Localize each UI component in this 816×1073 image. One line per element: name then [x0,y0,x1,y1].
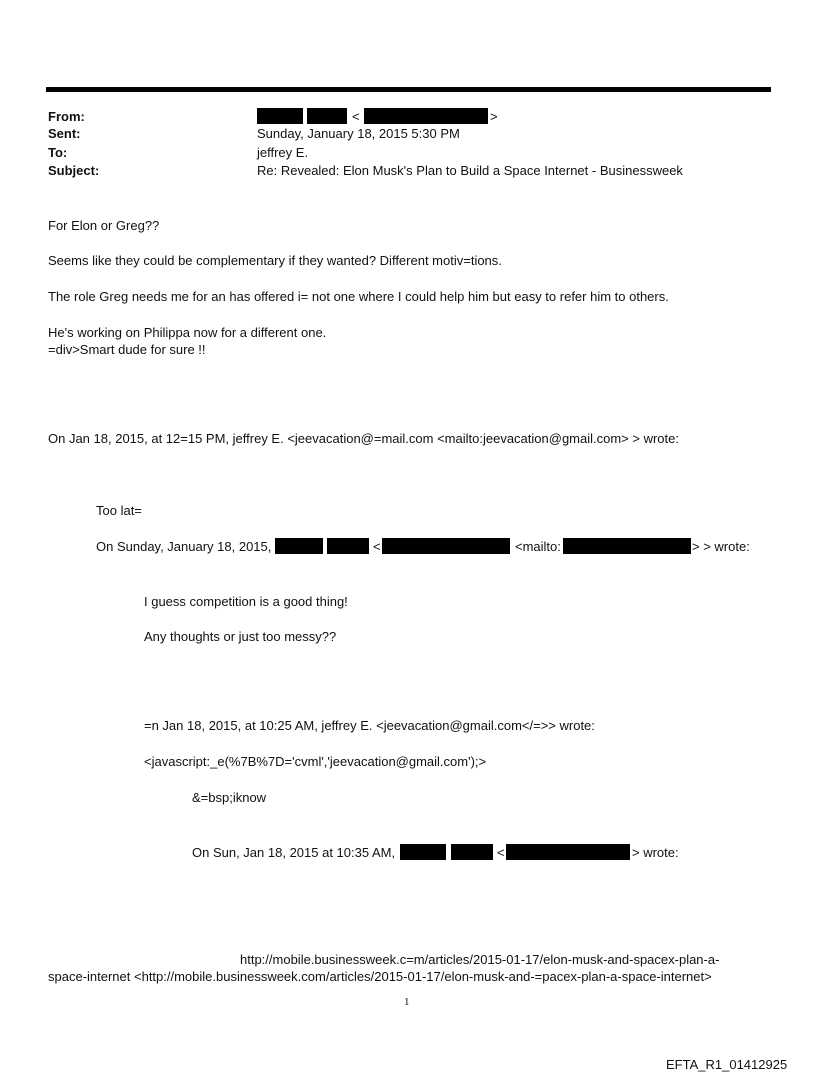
header-divider [46,87,771,92]
from-label: From: [48,109,85,124]
redacted-email [382,538,510,554]
redacted-email [364,108,488,124]
body-line: Seems like they could be complementary if they wanted? Different motiv=tions. [48,253,502,268]
redacted-block [327,538,369,554]
redacted-block [307,108,347,124]
body-line: &=bsp;iknow [192,790,267,805]
body-line: I guess competition is a good thing! [144,594,348,609]
subject-value: Re: Revealed: Elon Musk's Plan to Build a Space Internet - Businessweek [257,163,683,178]
page-number: 1 [404,996,410,1008]
sent-label: Sent: [48,126,81,141]
quote-header: On Jan 18, 2015, at 12=15 PM, jeffrey E. <jeevacation@=mail.com <mailto:jeevacation@gmail.com> > wrote: [48,431,679,446]
quote-lt: < [373,539,381,554]
redacted-email [563,538,691,554]
body-line: The role Greg needs me for an has offered i= not one where I could help him but easy to refer him to others. [48,289,669,304]
quote-header: On Sunday, January 18, 2015, [96,539,272,554]
to-label: To: [48,145,68,160]
article-link[interactable]: http://mobile.businessweek.c=m/articles/2015-01-17/elon-musk-and-spacex-plan-a- [240,952,720,967]
redacted-block [257,108,303,124]
redacted-block [400,844,446,860]
document-id: EFTA_R1_01412925 [666,1057,788,1072]
body-line: Any thoughts or just too messy?? [144,629,337,644]
quote-lt: < [497,845,505,860]
to-value: jeffrey E. [257,145,309,160]
article-link[interactable]: space-internet <http://mobile.businessweek.com/articles/2015-01-17/elon-musk-and-=pacex-plan-a-space-internet> [48,969,712,984]
quote-header: =n Jan 18, 2015, at 10:25 AM, jeffrey E. <jeevacation@gmail.com</=>> wrote: [144,718,595,733]
from-gt: > [490,109,498,124]
redacted-block [451,844,493,860]
quote-suffix: > wrote: [632,845,679,860]
body-line: He's working on Philippa now for a different one. [48,325,327,340]
sent-value: Sunday, January 18, 2015 5:30 PM [257,126,460,141]
mailto-text: <mailto: [515,539,561,554]
body-line: Too lat= [96,503,142,518]
body-line: <javascript:_e(%7B%7D='cvml','jeevacation@gmail.com');> [144,754,487,769]
redacted-email [506,844,630,860]
redacted-block [275,538,323,554]
body-line: =div>Smart dude for sure !! [48,342,206,357]
subject-label: Subject: [48,163,100,178]
quote-header: On Sun, Jan 18, 2015 at 10:35 AM, [192,845,396,860]
body-line: For Elon or Greg?? [48,218,160,233]
quote-suffix: > > wrote: [692,539,750,554]
from-lt: < [352,109,360,124]
